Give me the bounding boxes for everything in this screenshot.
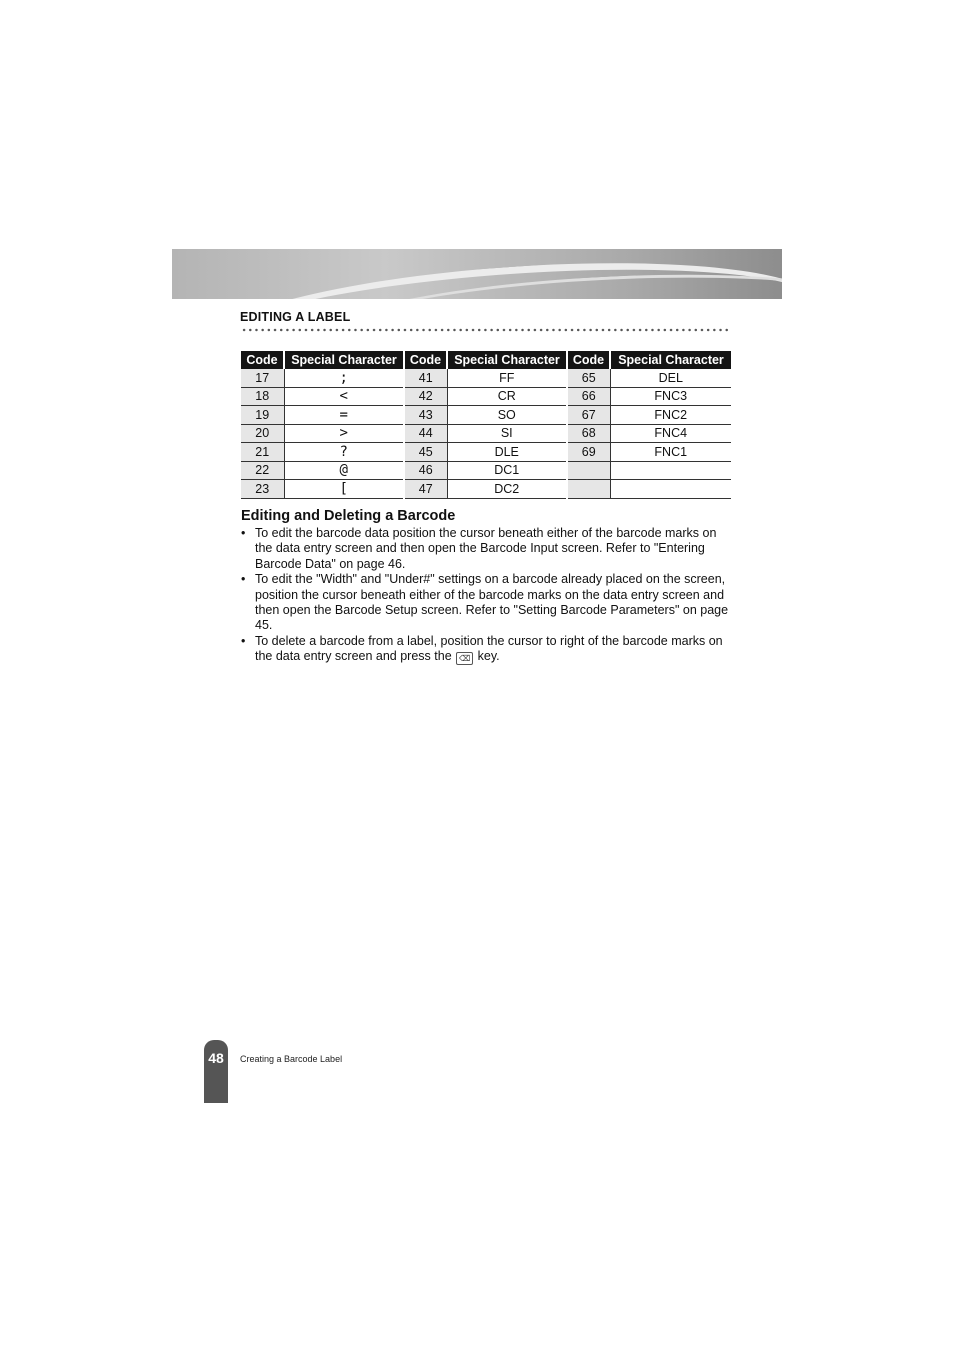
code-cell: 46 bbox=[404, 461, 447, 480]
code-cell: 66 bbox=[567, 387, 610, 406]
code-cell: 41 bbox=[404, 369, 447, 387]
list-item-text: key. bbox=[477, 649, 500, 664]
list-item-text: To edit the barcode data position the cursor beneath either of the barcode marks on the data entry screen and then open the Barcode Input screen. Refer to "Entering Barcode Data" on page 46. bbox=[255, 526, 717, 571]
list-item bbox=[241, 634, 733, 665]
code-cell: 22 bbox=[241, 461, 284, 480]
special-character-cell: < bbox=[284, 387, 404, 406]
code-cell: 69 bbox=[567, 443, 610, 462]
code-cell: 44 bbox=[404, 424, 447, 443]
special-character-cell bbox=[610, 480, 731, 499]
code-cell: 23 bbox=[241, 480, 284, 499]
footer-chapter-title: Creating a Barcode Label bbox=[240, 1054, 343, 1064]
header-code: Code bbox=[567, 351, 610, 369]
code-cell: 17 bbox=[241, 369, 284, 387]
list-item bbox=[241, 572, 733, 634]
header-code: Code bbox=[404, 351, 447, 369]
barcode-section-heading: Editing and Deleting a Barcode bbox=[241, 508, 456, 524]
table-row bbox=[241, 406, 731, 425]
special-character-cell: CR bbox=[447, 387, 567, 406]
special-character-cell: FNC2 bbox=[610, 406, 731, 425]
code-cell: 67 bbox=[567, 406, 610, 425]
special-character-cell: FF bbox=[447, 369, 567, 387]
code-cell bbox=[567, 480, 610, 499]
header-special-character: Special Character bbox=[610, 351, 731, 369]
code-cell: 65 bbox=[567, 369, 610, 387]
special-character-cell: @ bbox=[284, 461, 404, 480]
header-special-character: Special Character bbox=[447, 351, 567, 369]
code-cell: 43 bbox=[404, 406, 447, 425]
header-special-character: Special Character bbox=[284, 351, 404, 369]
special-character-cell: FNC1 bbox=[610, 443, 731, 462]
list-item-text: To delete a barcode from a label, position the cursor to right of the barcode marks on the data entry screen and press the bbox=[255, 633, 723, 664]
code-cell: 45 bbox=[404, 443, 447, 462]
special-character-cell: ; bbox=[284, 369, 404, 387]
special-character-cell: DC2 bbox=[447, 480, 567, 499]
code-cell: 20 bbox=[241, 424, 284, 443]
special-character-cell: [ bbox=[284, 480, 404, 499]
special-character-cell: ? bbox=[284, 443, 404, 462]
special-character-cell: FNC4 bbox=[610, 424, 731, 443]
header-code: Code bbox=[241, 351, 284, 369]
special-character-cell: DLE bbox=[447, 443, 567, 462]
backspace-key-icon: ⌫ bbox=[456, 652, 473, 665]
special-character-cell: DC1 bbox=[447, 461, 567, 480]
page-number: 48 bbox=[208, 1050, 224, 1066]
code-cell: 19 bbox=[241, 406, 284, 425]
code-cell: 42 bbox=[404, 387, 447, 406]
special-character-table bbox=[241, 351, 731, 499]
code-cell: 47 bbox=[404, 480, 447, 499]
barcode-instructions-list bbox=[241, 526, 733, 665]
special-character-cell: FNC3 bbox=[610, 387, 731, 406]
special-character-cell: > bbox=[284, 424, 404, 443]
code-cell: 18 bbox=[241, 387, 284, 406]
list-item-text: To edit the "Width" and "Under#" settings on a barcode already placed on the screen, position the cursor beneath either of the barcode marks on the data entry screen and then open the Barcode Setup screen. Refer to "Setting Barcode Parameters" on page 45. bbox=[255, 572, 729, 633]
special-character-cell: SI bbox=[447, 424, 567, 443]
code-cell: 21 bbox=[241, 443, 284, 462]
table-header-row bbox=[241, 351, 731, 369]
section-label: EDITING A LABEL bbox=[240, 310, 351, 324]
dotted-divider bbox=[241, 328, 731, 332]
table-row bbox=[241, 461, 731, 480]
header-banner bbox=[172, 249, 782, 299]
table-row bbox=[241, 369, 731, 387]
special-character-cell: = bbox=[284, 406, 404, 425]
special-character-cell: SO bbox=[447, 406, 567, 425]
table-row bbox=[241, 480, 731, 499]
list-item bbox=[241, 526, 733, 572]
table-row bbox=[241, 387, 731, 406]
code-cell bbox=[567, 461, 610, 480]
table-row bbox=[241, 424, 731, 443]
special-character-cell: DEL bbox=[610, 369, 731, 387]
table-row bbox=[241, 443, 731, 462]
code-cell: 68 bbox=[567, 424, 610, 443]
special-character-cell bbox=[610, 461, 731, 480]
